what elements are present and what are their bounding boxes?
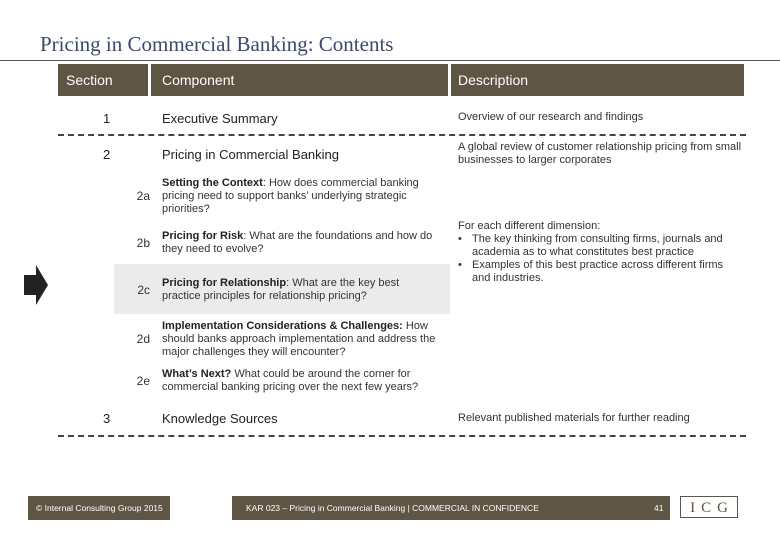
row-2-component: Pricing in Commercial Banking [162,147,340,162]
subsection-2d-text [162,320,442,359]
arrow-right-icon [24,265,48,305]
header-divider [148,64,151,96]
footer-left-bar [28,496,170,520]
subsection-2e-title: What’s Next? [162,368,232,380]
header-section: Section [66,72,113,88]
list-item: • Examples of this best practice across different firms and industries. [458,259,724,284]
header-divider [448,64,451,96]
subsection-2e-number: 2e [136,374,150,388]
subsection-2c-title: Pricing for Relationship [162,277,287,289]
bullet-icon: • [458,259,462,271]
row-3-component: Knowledge Sources [162,411,278,426]
row-1-component: Executive Summary [162,111,278,126]
page-number: 41 [654,503,664,513]
row-divider [58,435,746,437]
subsection-2c-body: : What are the key best practice principles for relationship pricing? [162,277,400,302]
header-component: Component [162,72,235,88]
subsection-2b-text [162,230,452,256]
row-1-section: 1 [103,111,111,126]
footer-center-bar [232,496,670,520]
table-header [58,64,744,96]
row-3-description: Relevant published materials for further reading [458,412,690,424]
row-2-section: 2 [103,147,111,162]
row-1-description: Overview of our research and findings [458,111,644,123]
subsection-2b-number: 2b [136,236,150,250]
subsection-2d-number: 2d [136,332,150,346]
subsection-2a-body: : How does commercial banking pricing need to support banks’ underlying strategic priorities? [162,177,419,215]
subsection-2d-title: Implementation Considerations & Challenges: [162,320,403,332]
row-2-description: A global review of customer relationship pricing from small businesses to larger corporates [458,141,742,166]
subsection-2e-body: What could be around the corner for commercial banking pricing over the next few years? [162,368,419,393]
subsection-2a-number: 2a [136,189,150,203]
row-3-section: 3 [103,411,111,426]
footer-document-ref: KAR 023 – Pricing in Commercial Banking | COMMERCIAL IN CONFIDENCE [246,503,539,513]
bullet-icon: • [458,233,462,245]
subsections-description [458,220,744,285]
subsection-2a-text [162,177,452,216]
subsection-2d-body: How should banks approach implementation and address the major challenges they will encounter? [162,320,436,358]
subsection-2b-title: Pricing for Risk [162,230,244,242]
subsection-2b-body: : What are the foundations and how do they need to evolve? [162,230,433,255]
list-item: • The key thinking from consulting firms, journals and academia as to what constitutes best practice [458,233,723,258]
header-description: Description [458,72,529,88]
footer-copyright: © Internal Consulting Group 2015 [36,503,163,513]
subsection-2c-text [162,277,432,303]
subsections-description-intro: For each different dimension: [458,220,601,232]
title-rule [0,60,780,61]
icg-logo: ICG [680,496,738,518]
page-title: Pricing in Commercial Banking: Contents [40,32,394,56]
subsection-2a-title: Setting the Context [162,177,263,189]
row-divider [58,134,746,136]
subsection-2c-number: 2c [137,283,150,297]
subsection-2e-text [162,368,452,394]
